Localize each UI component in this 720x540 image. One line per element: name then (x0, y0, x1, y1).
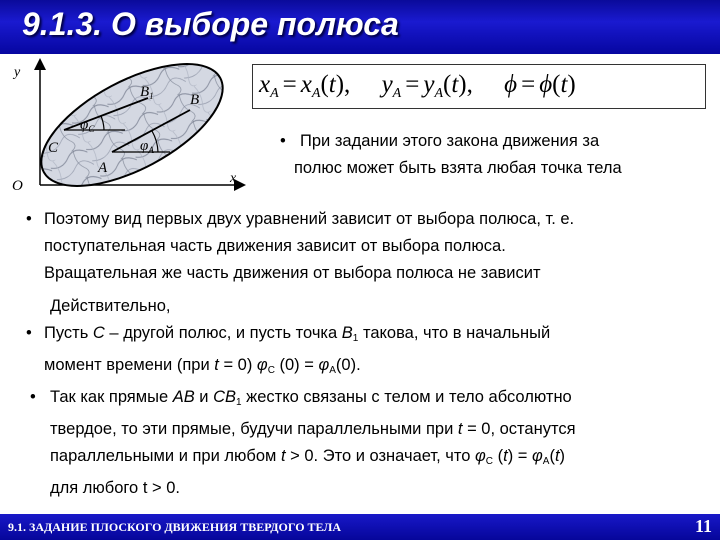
label-B1: $B_1$ (140, 84, 154, 101)
bullet-parallel-lines: • Так как прямые AB и CB1 жестко связаны с телом и тело абсолютно твердое, то эти прямые, будучи параллельными при t = 0, останутся параллельными и при любом t > 0. Это и означает, что φC (t) = φA(t) для любого t > 0. (30, 388, 576, 497)
footer-bar (0, 514, 720, 540)
page-number: 11 (694, 516, 712, 536)
label-B: B (190, 92, 200, 108)
rigid-body-diagram (0, 54, 250, 202)
label-phiA: $\varphi_A$ (140, 138, 154, 155)
slide-title: 9.1.3. О выборе полюса (22, 6, 399, 42)
label-A: A (98, 160, 108, 176)
label-C: C (48, 140, 59, 156)
motion-equations: $x_A = x_A(t)$, $y_A = y_A(t)$, ϕ = ϕ(t) (259, 71, 576, 101)
label-phiC: $\varphi_C$ (80, 117, 95, 134)
rigid-body (23, 54, 241, 202)
motion-equations-box (252, 64, 706, 109)
origin-label: O (12, 178, 23, 194)
x-axis-label: x (230, 171, 237, 186)
footer-section-title: 9.1. ЗАДАНИЕ ПЛОСКОГО ДВИЖЕНИЯ ТВЕРДОГО ТЕЛА (8, 520, 341, 534)
y-axis-label: y (14, 65, 21, 80)
title-bar (0, 0, 720, 54)
bullet-pole-choice: • При задании этого закона движения за полюс может быть взята любая точка тела (280, 132, 622, 177)
bullet-translation-depends: • Поэтому вид первых двух уравнений зависит от выбора полюса, т. е. поступательная часть движения зависит от выбора полюса. Вращательная же часть движения от выбора полюса не зависит Действительно, (26, 210, 575, 315)
bullet-another-pole: • Пусть C – другой полюс, и пусть точка B1 такова, что в начальный момент времени (при t = 0) φC (0) = φA(0). (26, 324, 551, 376)
